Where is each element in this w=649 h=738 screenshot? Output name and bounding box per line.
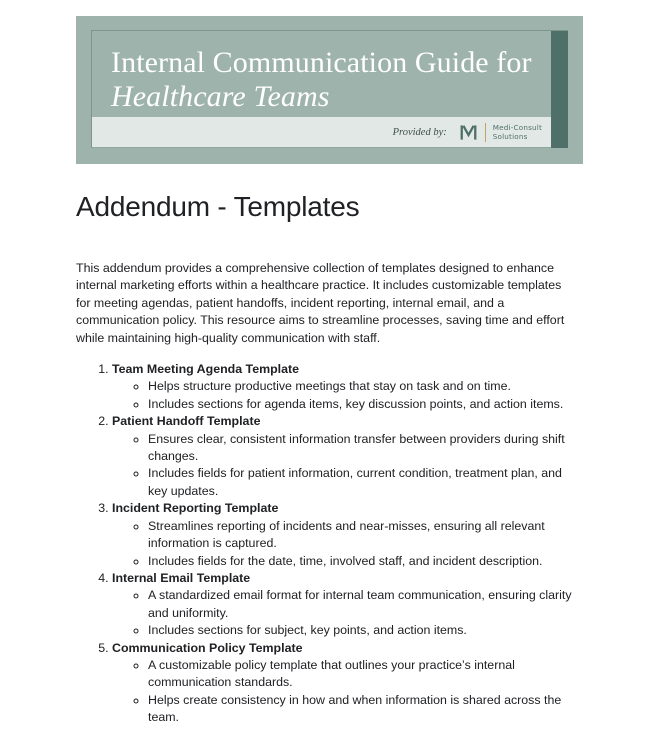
logo-divider xyxy=(485,123,486,142)
template-subpoint: ◦ Includes fields for patient information, current condition, treatment plan, and key updates. xyxy=(148,465,573,500)
template-title: Incident Reporting Template xyxy=(112,501,279,516)
template-subpoint: ◦ A customizable policy template that outlines your practice’s internal communication standards. xyxy=(148,657,573,692)
template-subpoints xyxy=(112,378,573,413)
template-subpoints xyxy=(112,587,573,639)
provided-by-strip xyxy=(91,117,551,148)
medi-consult-m-logo-icon xyxy=(459,123,478,142)
template-subpoint: ◦ Streamlines reporting of incidents and near-misses, ensuring all relevant information is captured. xyxy=(148,518,573,553)
template-title: Communication Policy Template xyxy=(112,640,303,655)
banner-title xyxy=(111,46,542,114)
template-title: Team Meeting Agenda Template xyxy=(112,362,300,377)
template-list-item xyxy=(112,570,573,640)
document-content xyxy=(76,190,573,727)
templates-list xyxy=(76,361,573,727)
template-subpoint: ◦ Helps create consistency in how and when information is shared across the team. xyxy=(148,692,573,727)
banner-title-line2: Healthcare Teams xyxy=(111,80,330,113)
logo-wordmark-line2: Solutions xyxy=(492,132,528,141)
intro-paragraph: This addendum provides a comprehensive collection of templates designed to enhance internal marketing efforts within a healthcare practice. It includes customizable templates for meeting agendas, patient handoffs, incident reporting, internal email, and a communication policy. This resource aims to streamline processes, saving time and effort while maintaining high-quality communication with staff. xyxy=(76,261,565,345)
logo-wordmark-line1: Medi-Consult xyxy=(492,122,542,132)
template-subpoint: ◦ Helps structure productive meetings that stay on task and on time. xyxy=(148,378,573,395)
template-list-item xyxy=(112,361,573,413)
banner-accent-bar xyxy=(551,31,568,148)
template-subpoint: ◦ Includes sections for subject, key points, and action items. xyxy=(148,622,573,639)
template-subpoints xyxy=(112,518,573,570)
provided-by-label: Provided by: xyxy=(392,126,447,138)
template-subpoints xyxy=(112,431,573,501)
template-title: Internal Email Template xyxy=(112,570,251,585)
banner-title-line1: Internal Communication Guide for xyxy=(111,46,532,79)
template-subpoints xyxy=(112,657,573,727)
page-title: Addendum - Templates xyxy=(76,191,360,222)
template-subpoint: ◦ Includes fields for the date, time, involved staff, and incident description. xyxy=(148,553,573,570)
template-subpoint: ◦ Includes sections for agenda items, key discussion points, and action items. xyxy=(148,396,573,413)
template-list-item xyxy=(112,640,573,727)
logo-wordmark xyxy=(493,123,542,141)
template-subpoint: ◦ Ensures clear, consistent information transfer between providers during shift changes. xyxy=(148,431,573,466)
template-title: Patient Handoff Template xyxy=(112,414,261,429)
template-subpoint: ◦ A standardized email format for internal team communication, ensuring clarity and uniformity. xyxy=(148,587,573,622)
header-banner xyxy=(76,16,583,164)
template-list-item xyxy=(112,500,573,570)
template-list-item xyxy=(112,413,573,500)
